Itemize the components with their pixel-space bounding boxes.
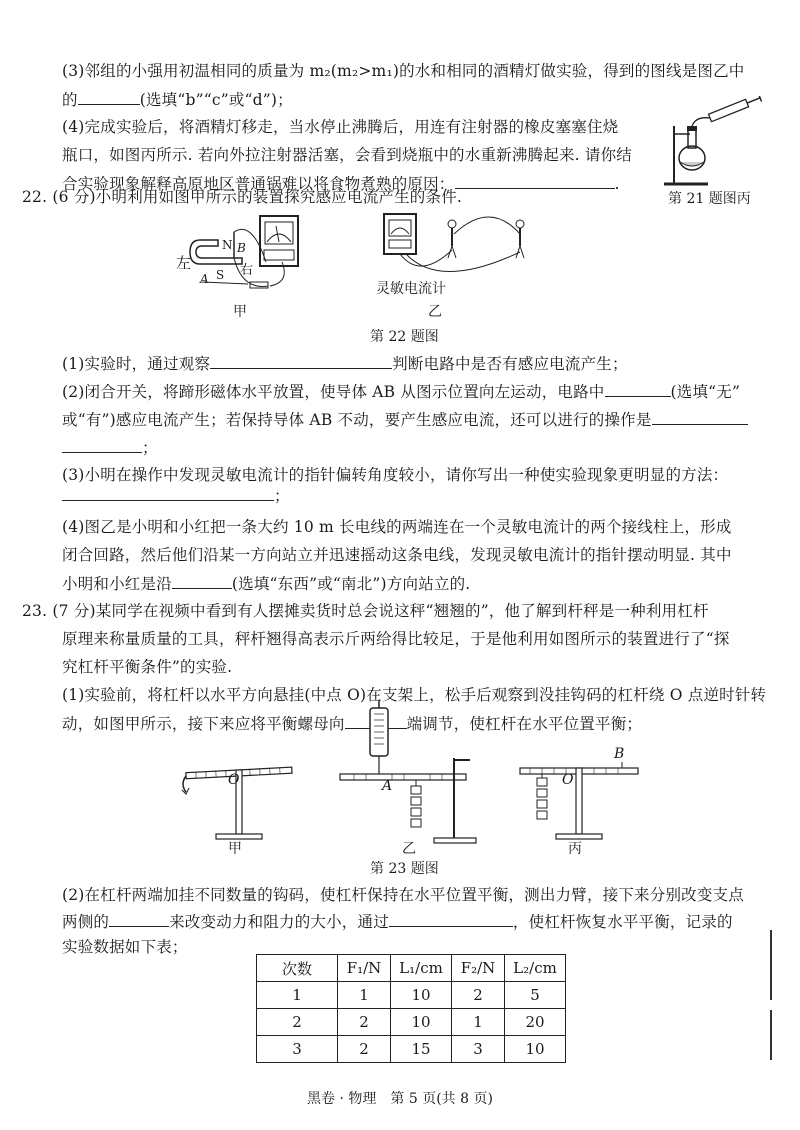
q23-p2-text-a: 两侧的 (62, 913, 110, 931)
q22-p4-line1: (4)图乙是小明和小红把一条大约 10 m 长电线的两端连在一个灵敏电流计的两个接线柱上，形成 (62, 518, 732, 536)
fig23-label-yi: 乙 (402, 841, 416, 857)
q23-p2-text-b: 来改变动力和阻力的大小，通过 (169, 913, 389, 931)
q22-p3-line2 (62, 484, 290, 507)
page-footer: 黑卷 · 物理 第 5 页(共 8 页) (307, 1091, 493, 1107)
table-cell: 15 (391, 1036, 452, 1063)
q22-p2-line2 (62, 408, 748, 431)
fig21-caption: 第 21 题图丙 (668, 191, 751, 207)
q23-number: 23. (22, 602, 48, 620)
q22-p2-text-c: 或“有”)感应电流产生；若保持导体 AB 不动，要产生感应电流，还可以进行的操作是 (62, 411, 652, 429)
q23-p1-line1: (1)实验前，将杠杆以水平方向悬挂(中点 O)在支架上，松手后观察到没挂钩码的杠杆绕 O 点逆时针转 (62, 686, 767, 704)
fig23-jia-o: O (228, 772, 240, 788)
q21-p3-blank[interactable] (78, 88, 140, 105)
scan-margin-mark (770, 930, 772, 1000)
fig22-label-n: N (222, 238, 233, 252)
fig23-jia-lever (172, 752, 302, 844)
q23-p2-line1: (2)在杠杆两端加挂不同数量的钩码，使杠杆保持在水平位置平衡，测出力臂，接下来分别改变支点 (62, 886, 744, 904)
table-cell: 3 (257, 1036, 338, 1063)
fig22-label-s: S (216, 268, 225, 282)
fig23-yi-a: A (382, 778, 393, 794)
table-row (257, 982, 566, 1009)
table-header: L₂/cm (505, 955, 566, 982)
flask-syringe-figure (662, 96, 772, 188)
table-header: 次数 (257, 955, 338, 982)
q23-p2-text-c: ，使杠杆恢复水平平衡，记录的 (512, 913, 733, 931)
lever-data-table (256, 954, 566, 1063)
q23-p1-text-a: 动，如图甲所示，接下来应将平衡螺母向 (62, 715, 345, 733)
q22-p2-line3 (62, 436, 158, 459)
table-cell: 2 (452, 982, 505, 1009)
table-cell: 1 (338, 982, 391, 1009)
table-header: F₁/N (338, 955, 391, 982)
q22-p3-line1: (3)小明在操作中发现灵敏电流计的指针偏转角度较小，请你写出一种使实验现象更明显的方法： (62, 466, 729, 484)
q22-p1 (62, 352, 628, 375)
table-header: L₁/cm (391, 955, 452, 982)
q21-p3-text-b: (选填“b”“c”或“d”)； (139, 91, 293, 109)
fig22-jia-apparatus (172, 212, 304, 312)
table-cell: 5 (505, 982, 566, 1009)
fig23-bing-lever (514, 752, 644, 844)
q21-p4-text: 合实验现象解释高原地区普通锅难以将食物煮熟的原因： (62, 175, 455, 193)
table-cell: 10 (391, 982, 452, 1009)
table-cell: 2 (338, 1009, 391, 1036)
fig23-label-bing: 丙 (568, 841, 582, 857)
q22-p2-end: ； (142, 439, 158, 457)
q23-header (22, 600, 709, 622)
q23-p2-line2 (62, 910, 733, 933)
fig23-bing-o: O (562, 772, 574, 788)
q22-p3-end: ； (274, 487, 290, 505)
q23-p1-text-b: 端调节，使杠杆在水平位置平衡； (406, 715, 643, 733)
q21-p4-line2: 瓶口，如图丙所示. 若向外拉注射器活塞，会看到烧瓶中的水重新沸腾起来. 请你结 (62, 146, 633, 164)
q23-p2-blank2[interactable] (389, 910, 513, 927)
fig22-label-yi: 乙 (428, 304, 442, 320)
q21-p3-line1: (3)邻组的小强用初温相同的质量为 m₂(m₂>m₁)的水和相同的酒精灯做实验，得到的图线是图乙中 (62, 62, 745, 80)
q22-p1-blank[interactable] (210, 352, 392, 369)
table-header: F₂/N (452, 955, 505, 982)
fig23-yi-lever (334, 700, 482, 846)
table-header-row (257, 955, 566, 982)
q22-p4-blank[interactable] (172, 572, 232, 589)
q21-p3-text-a: 的 (62, 91, 78, 109)
q22-p2-blank2a[interactable] (652, 408, 748, 425)
q23-intro-3: 究杠杆平衡条件”的实验. (62, 658, 233, 676)
table-cell: 20 (505, 1009, 566, 1036)
fig23-bing-b: B (614, 746, 625, 762)
q21-p4-blank[interactable] (455, 172, 615, 189)
table-cell: 10 (505, 1036, 566, 1063)
table-cell: 2 (338, 1036, 391, 1063)
table-cell: 10 (391, 1009, 452, 1036)
q22-number: 22. (22, 188, 48, 206)
table-row (257, 1009, 566, 1036)
q23-intro-1: (7 分)某同学在视频中看到有人摆摊卖货时总会说这秤“翘翘的”，他了解到杆秤是一种利用杠杆 (52, 602, 709, 620)
fig23-caption: 第 23 题图 (370, 861, 439, 877)
q22-header (22, 186, 462, 208)
q23-intro-2: 原理来称量质量的工具，秤杆翘得高表示斤两给得比较足，于是他利用如图所示的装置进行了“探 (62, 630, 730, 648)
q22-p3-blank[interactable] (62, 484, 274, 501)
table-cell: 3 (452, 1036, 505, 1063)
q22-p2-blank2b[interactable] (62, 436, 142, 453)
q23-p2-blank1[interactable] (109, 910, 169, 927)
table-row (257, 1036, 566, 1063)
fig22-label-galvanometer: 灵敏电流计 (376, 281, 446, 297)
q22-p4-line3 (62, 572, 470, 595)
fig22-label-b: B (237, 241, 246, 255)
q22-p2-blank1[interactable] (605, 380, 671, 397)
fig22-caption: 第 22 题图 (370, 329, 439, 345)
q22-p2-text-a: (2)闭合开关，将蹄形磁体水平放置，使导体 AB 从图示位置向左运动，电路中 (62, 383, 605, 401)
q23-p2-line3: 实验数据如下表； (62, 938, 188, 956)
q21-p4-line1: (4)完成实验后，将酒精灯移走，当水停止沸腾后，用连有注射器的橡皮塞塞住烧 (62, 118, 619, 136)
fig22-label-jia: 甲 (233, 304, 247, 320)
fig22-label-right: 右 (240, 263, 254, 278)
q22-p2-text-b: (选填“无” (670, 383, 741, 401)
table-cell: 2 (257, 1009, 338, 1036)
fig22-label-a: A (200, 272, 209, 286)
q22-p4-text-b: (选填“东西”或“南北”)方向站立的. (231, 575, 471, 593)
q22-p2-line1 (62, 380, 740, 403)
table-cell: 1 (452, 1009, 505, 1036)
fig23-label-jia: 甲 (228, 841, 242, 857)
table-cell: 1 (257, 982, 338, 1009)
q22-p1-text-b: 判断电路中是否有感应电流产生； (392, 355, 628, 373)
fig22-label-left: 左 (176, 254, 192, 272)
q22-p4-text-a: 小明和小红是沿 (62, 575, 172, 593)
scan-margin-mark (770, 1010, 772, 1060)
q22-p4-line2: 闭合回路，然后他们沿某一方向站立并迅速摇动这条电线，发现灵敏电流计的指针摆动明显. 其中 (62, 546, 732, 564)
q21-p3-line2 (62, 88, 293, 111)
q22-p1-text-a: (1)实验时，通过观察 (62, 355, 211, 373)
q22-intro: (6 分)小明利用如图甲所示的装置探究感应电流产生的条件. (52, 188, 463, 206)
q21-p4-end: . (614, 175, 620, 193)
